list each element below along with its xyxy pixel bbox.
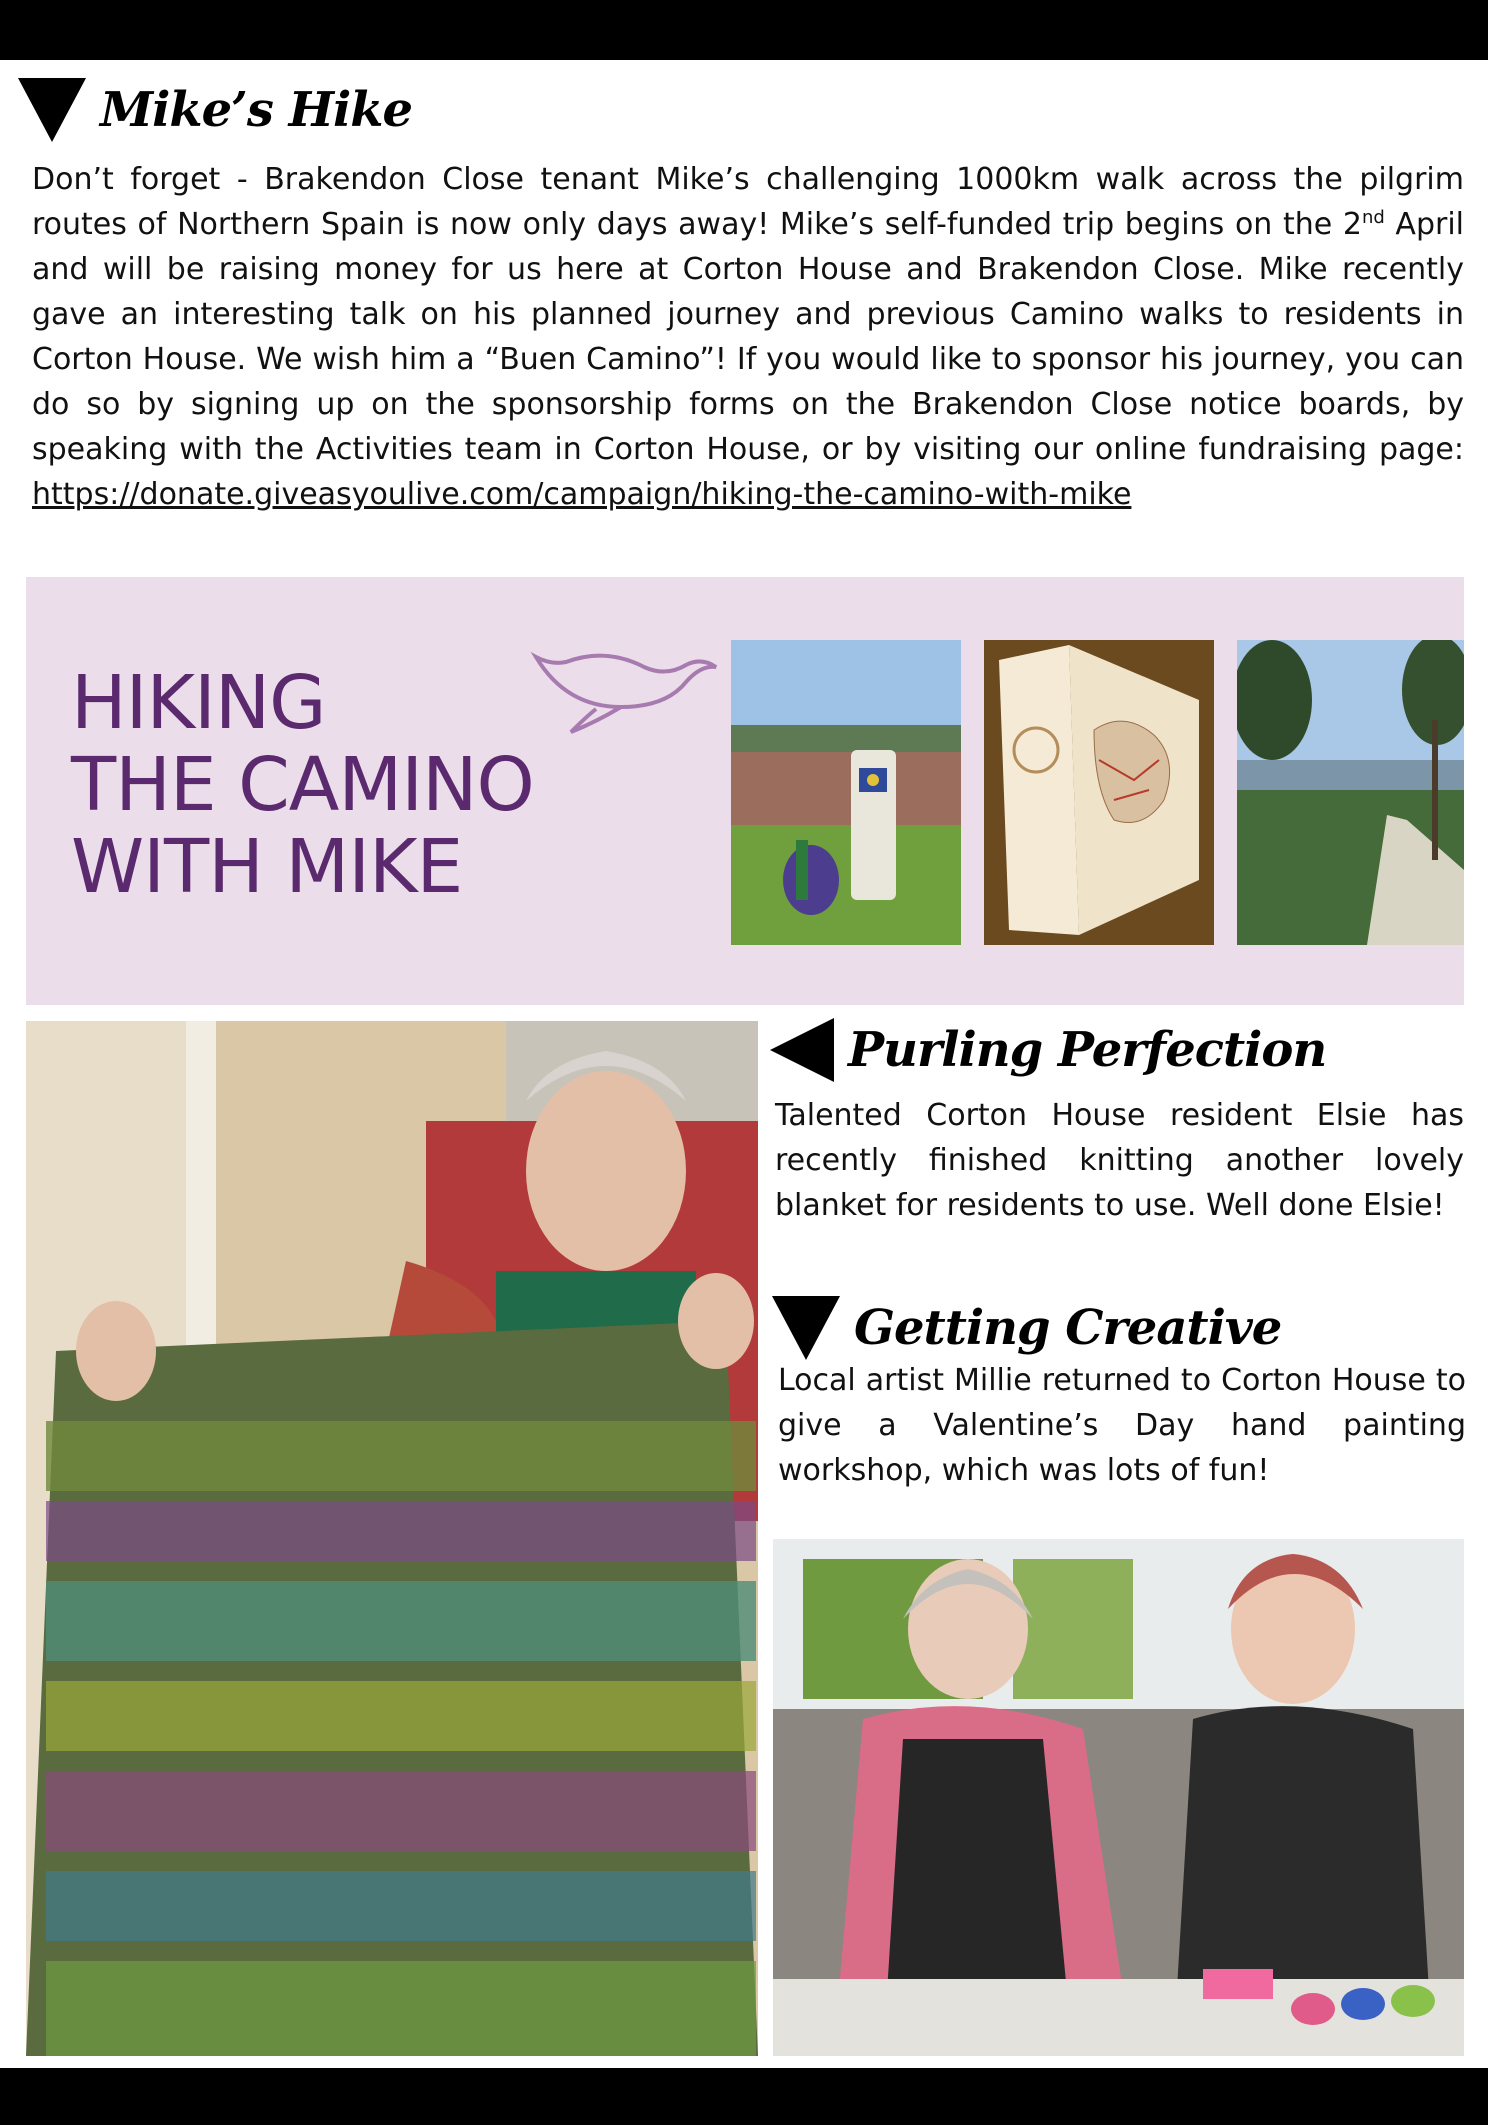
getting-creative-body: Local artist Millie returned to Corton House to give a Valentine’s Day hand painting workshop, which was lots of fun!	[778, 1363, 1466, 1488]
dove-icon	[526, 637, 726, 747]
ordinal-suffix: nd	[1361, 207, 1385, 228]
fundraising-link[interactable]: https://donate.giveasyoulive.com/campaign/hiking-the-camino-with-mike	[32, 477, 1132, 512]
mikes-hike-text-part1: Don’t forget - Brakendon Close tenant Mike’s challenging 1000km walk across the pilgrim routes of Northern Spain is now only days away! Mike’s self-funded trip begins on the 2	[32, 162, 1464, 242]
purling-perfection-body: Talented Corton House resident Elsie has recently finished knitting another lovely blanket for residents to use. Well done Elsie!	[775, 1098, 1464, 1223]
valentines-workshop-photo	[773, 1539, 1464, 2056]
camino-passport-photo	[984, 640, 1214, 945]
triangle-down-icon	[18, 78, 86, 142]
banner-line-1: HIKING	[71, 660, 326, 746]
camino-waymarker-photo	[731, 640, 961, 945]
elsie-blanket-photo	[26, 1021, 758, 2056]
mikes-hike-body	[32, 157, 1464, 517]
mikes-hike-text-part2: April and will be raising money for us here at Corton House and Brakendon Close. Mike recently gave an interesting talk on his planned journey and previous Camino walks to residents in Corton House. We wish him a “Buen Camino”! If you would like to sponsor his journey, you can do so by signing up on the sponsorship forms on the Brakendon Close notice boards, by speaking with the Activities team in Corton House, or by visiting our online fundraising page:	[32, 207, 1465, 467]
triangle-left-icon	[770, 1018, 834, 1082]
hiking-camino-banner	[26, 577, 1464, 1005]
banner-line-2: THE CAMINO	[71, 742, 534, 828]
purling-perfection-title: Purling Perfection	[848, 1022, 1327, 1078]
bottom-bar	[0, 2068, 1488, 2125]
triangle-down-icon	[772, 1296, 840, 1360]
getting-creative-heading	[772, 1296, 1281, 1360]
camino-trail-photo	[1237, 640, 1464, 945]
banner-title	[71, 662, 534, 908]
mikes-hike-title: Mike’s Hike	[100, 82, 412, 138]
getting-creative-title: Getting Creative	[854, 1300, 1282, 1356]
banner-line-3: WITH MIKE	[71, 824, 463, 910]
purling-perfection-heading	[770, 1018, 1326, 1082]
mikes-hike-heading	[18, 78, 412, 142]
top-bar	[0, 0, 1488, 60]
